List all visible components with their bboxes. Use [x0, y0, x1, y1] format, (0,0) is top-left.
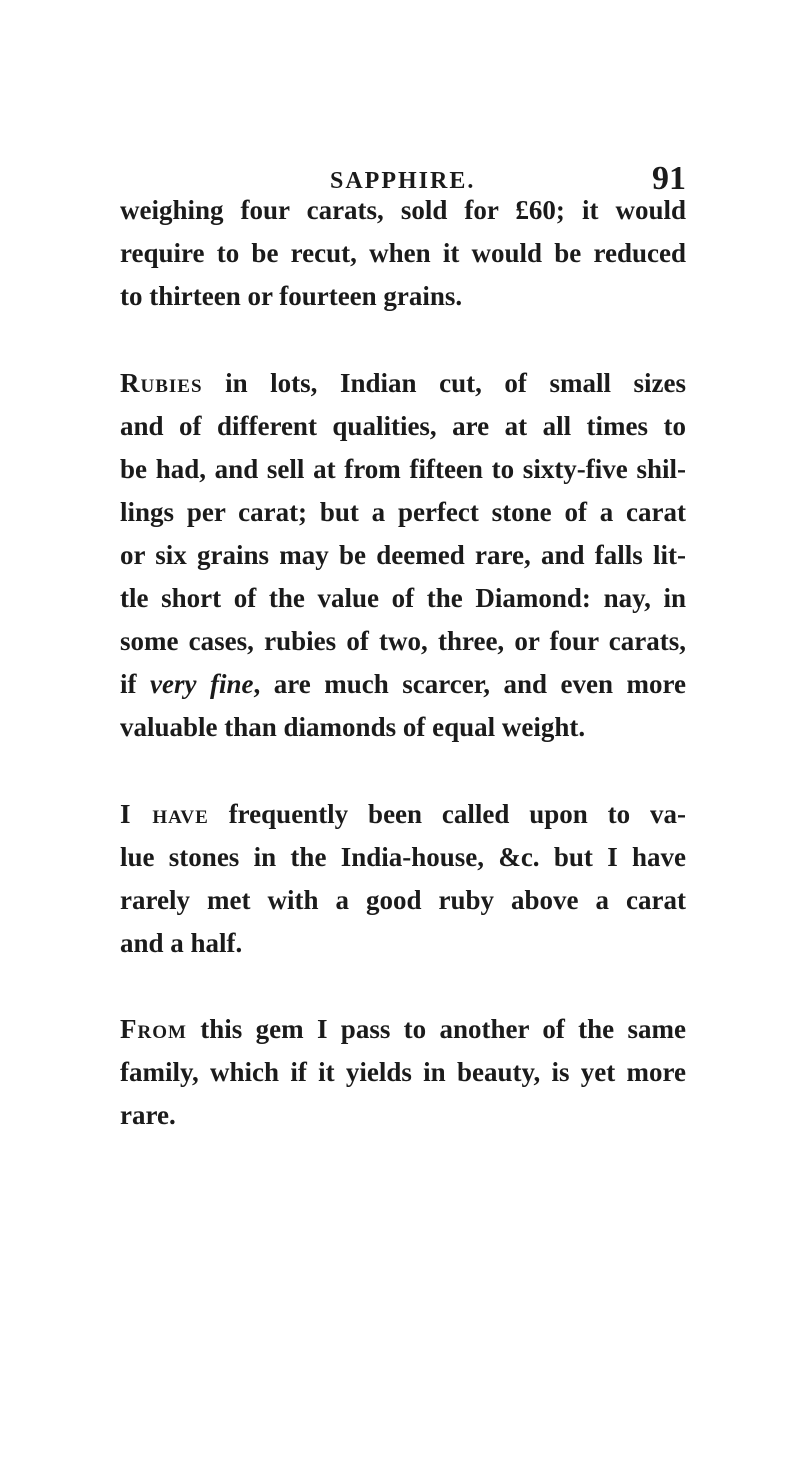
small-caps-lead: Rubies [120, 368, 203, 398]
line-post: , are much scarcer, and even more [253, 669, 687, 699]
paragraph-lead-line [120, 797, 686, 831]
text-line: weighing four carats, sold for £60; it would [120, 195, 686, 225]
text-line: or six grains may be deemed rare, and falls lit- [120, 540, 686, 570]
text-line: family, which if it yields in beauty, is yet more [120, 1057, 686, 1087]
page-number: 91 [652, 160, 686, 197]
small-caps-lead: I have [120, 799, 209, 829]
italic-phrase: very fine [150, 669, 254, 699]
paragraph-lead-line [120, 1012, 686, 1046]
text-line: to thirteen or fourteen grains. [120, 281, 463, 311]
paragraph-lead-line [120, 366, 686, 400]
text-line: valuable than diamonds of equal weight. [120, 712, 586, 742]
small-caps-lead: From [120, 1014, 187, 1044]
text-line: be had, and sell at from fifteen to sixty-five shil- [120, 454, 686, 484]
line-rest: this gem I pass to another of the same [186, 1014, 686, 1044]
text-line: lings per carat; but a perfect stone of a carat [120, 497, 686, 527]
line-rest: frequently been called upon to va- [208, 799, 687, 829]
text-line: rare. [120, 1100, 176, 1130]
text-line-with-italic [120, 667, 686, 701]
text-line: some cases, rubies of two, three, or four carats, [120, 626, 686, 656]
text-line: rarely met with a good ruby above a carat [120, 885, 686, 915]
text-line: and a half. [120, 928, 243, 958]
running-title: SAPPHIRE. [330, 168, 476, 194]
text-line: lue stones in the India-house, &c. but I have [120, 842, 686, 872]
line-rest: in lots, Indian cut, of small sizes [202, 368, 686, 398]
text-line: tle short of the value of the Diamond: nay, in [120, 583, 686, 613]
line-pre: if [120, 669, 151, 699]
text-line: require to be recut, when it would be reduced [120, 238, 686, 268]
text-line: and of different qualities, are at all times to [120, 411, 686, 441]
